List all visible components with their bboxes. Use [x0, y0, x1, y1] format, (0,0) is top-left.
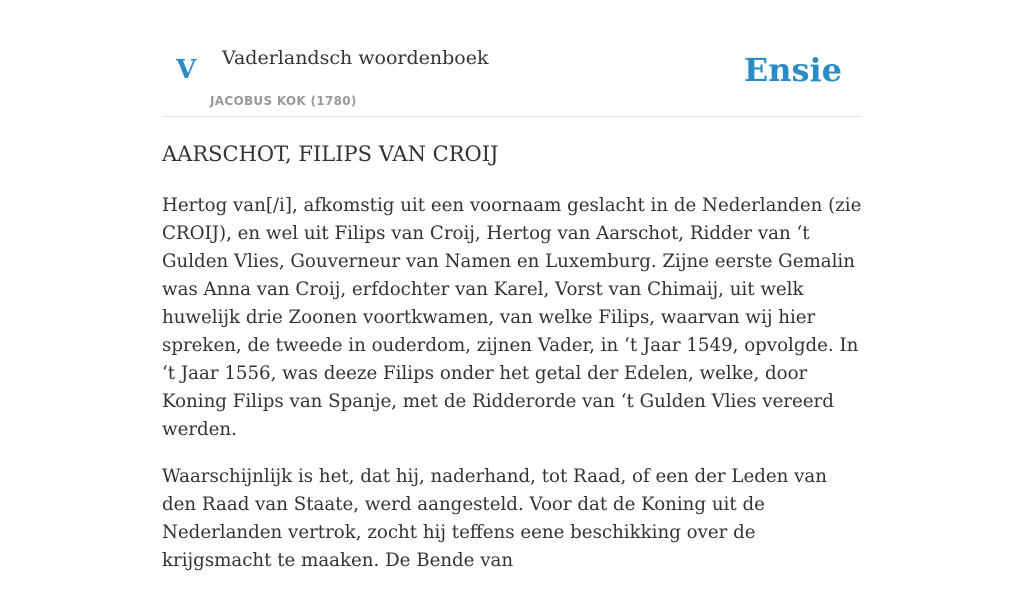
entry-body — [162, 192, 862, 594]
book-author: JACOBUS KOK (1780) — [210, 94, 357, 108]
book-header — [162, 0, 862, 117]
ensie-logo[interactable]: Ensie — [743, 51, 842, 89]
entry-title: AARSCHOT, FILIPS VAN CROIJ — [162, 142, 499, 166]
entry-paragraph: Hertog van[/i], afkomstig uit een voornaam geslacht in de Nederlanden (zie CROIJ), en wel uit Filips van Croij, Hertog van Aarschot, Ridder van ‘t Gulden Vlies, Gouverneur van Namen en Luxemburg. Zijne eerste Gemalin was Anna van Croij, erfdochter van Karel, Vorst van Chimaij, uit welk huwelijk drie Zoonen voortkwamen, van welke Filips, waarvan wij hier spreken, de tweede in ouderdom, zijnen Vader, in ‘t Jaar 1549, opvolgde. In ‘t Jaar 1556, was deeze Filips onder het getal der Edelen, welke, door Koning Filips van Spanje, met de Ridderorde van ‘t Gulden Vlies vereerd werden. — [162, 195, 862, 440]
entry-paragraph: Waarschijnlijk is het, dat hij, naderhand, tot Raad, of een der Leden van den Raad van Staate, werd aangesteld. Voor dat de Koning uit de Nederlanden vertrok, zocht hij teffens eene beschikking over de krijgsmacht te maaken. De Bende van — [162, 466, 827, 571]
page — [162, 0, 862, 571]
book-letter[interactable]: V — [176, 55, 197, 85]
book-title-link[interactable]: Vaderlandsch woordenboek — [222, 47, 489, 69]
